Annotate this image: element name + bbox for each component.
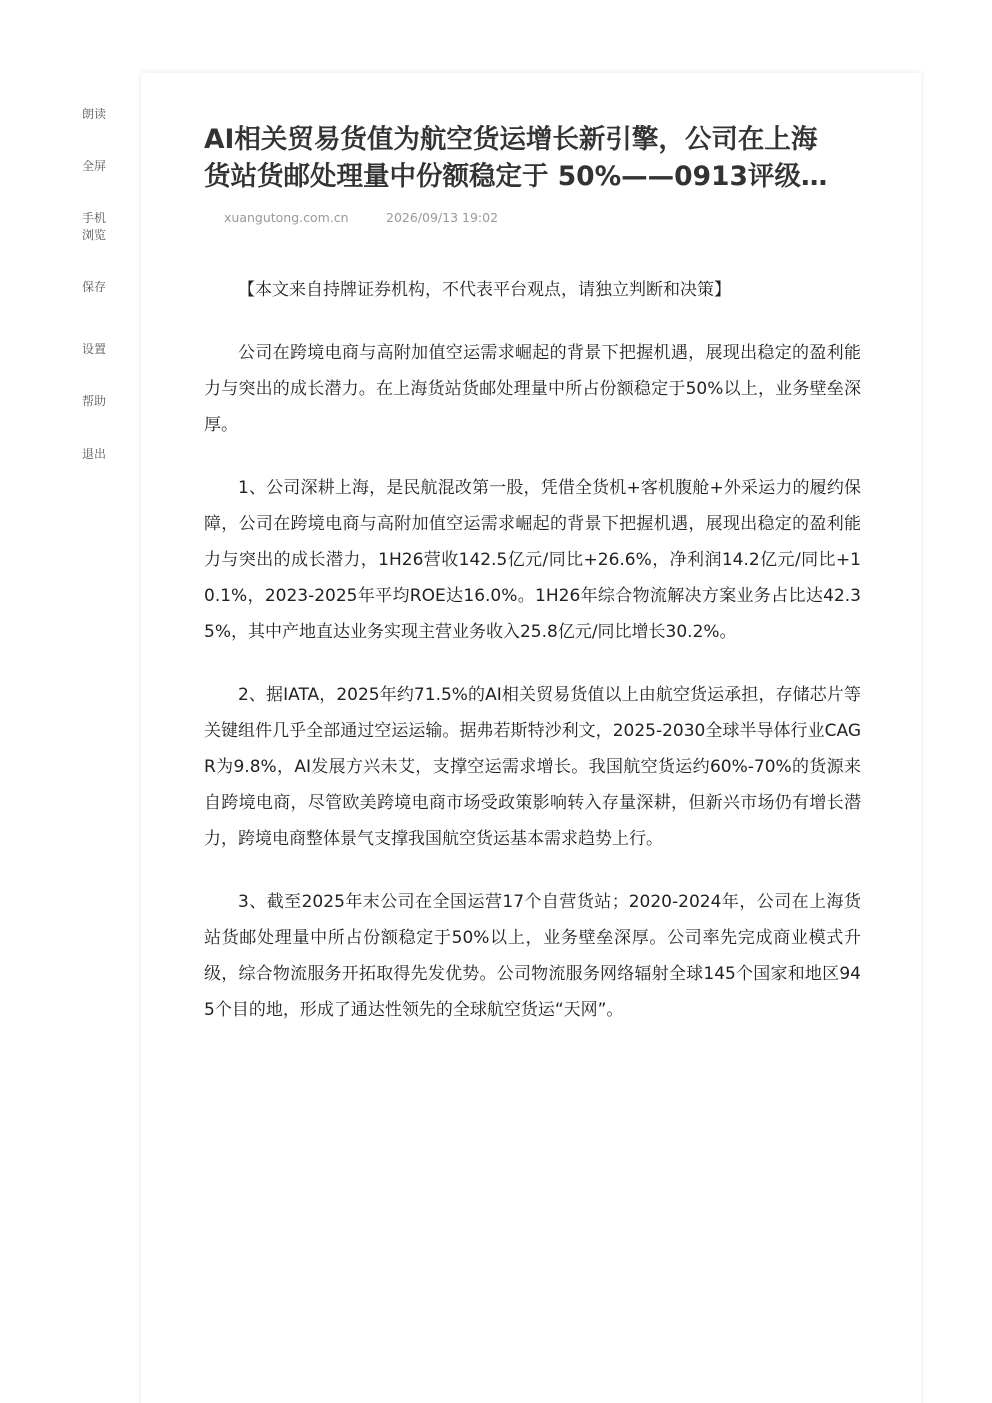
- exit-button[interactable]: 退出: [81, 447, 106, 461]
- article-panel: [141, 73, 921, 1403]
- point-2-paragraph: 2、据IATA，2025年约71.5%的AI相关贸易货值以上由航空货运承担，存储芯片等关键组件几乎全部通过空运运输。据弗若斯特沙利文，2025-2030全球半导体行业CAGR为9.8%，AI发展方兴未艾，支撑空运需求增长。我国航空货运约60%-70%的货源来自跨境电商，尽管欧美跨境电商市场受政策影响转入存量深耕，但新兴市场仍有增长潜力，跨境电商整体景气支撑我国航空货运基本需求趋势上行。: [204, 685, 861, 849]
- article-date: 2026/09/13 19:02: [386, 210, 499, 225]
- point-1-paragraph: 1、公司深耕上海，是民航混改第一股，凭借全货机+客机腹舱+外采运力的履约保障，公司在跨境电商与高附加值空运需求崛起的背景下把握机遇，展现出稳定的盈利能力与突出的成长潜力，1H26营收142.5亿元/同比+26.6%，净利润14.2亿元/同比+10.1%，2023-2025年平均ROE达16.0%。1H26年综合物流解决方案业务占比达42.35%，其中产地直达业务实现主营业务收入25.8亿元/同比增长30.2%。: [204, 478, 861, 642]
- article-title-line-2: 货站货邮处理量中份额稳定于 50%——0913评级…: [204, 161, 828, 192]
- read-aloud-button[interactable]: 朗读: [81, 107, 106, 121]
- disclaimer-paragraph: 【本文来自持牌证券机构，不代表平台观点，请独立判断和决策】: [238, 280, 731, 300]
- settings-button[interactable]: 设置: [81, 342, 106, 356]
- save-button[interactable]: 保存: [81, 280, 106, 294]
- help-button[interactable]: 帮助: [81, 394, 106, 408]
- mobile-view-button[interactable]: 手机 浏览: [81, 211, 106, 242]
- point-3-paragraph: 3、截至2025年末公司在全国运营17个自营货站；2020-2024年，公司在上海货站货邮处理量中所占份额稳定于50%以上，业务壁垒深厚。公司率先完成商业模式升级，综合物流服务开拓取得先发优势。公司物流服务网络辐射全球145个国家和地区945个目的地，形成了通达性领先的全球航空货运“天网”。: [204, 892, 861, 1020]
- article-body: [204, 272, 861, 1055]
- fullscreen-button[interactable]: 全屏: [81, 159, 106, 173]
- article-title: [204, 121, 864, 195]
- summary-paragraph: 公司在跨境电商与高附加值空运需求崛起的背景下把握机遇，展现出稳定的盈利能力与突出的成长潜力。在上海货站货邮处理量中所占份额稳定于50%以上，业务壁垒深厚。: [204, 343, 861, 435]
- article-title-line-1: AI相关贸易货值为航空货运增长新引擎，公司在上海: [204, 124, 818, 155]
- article-source: xuangutong.com.cn: [224, 210, 349, 225]
